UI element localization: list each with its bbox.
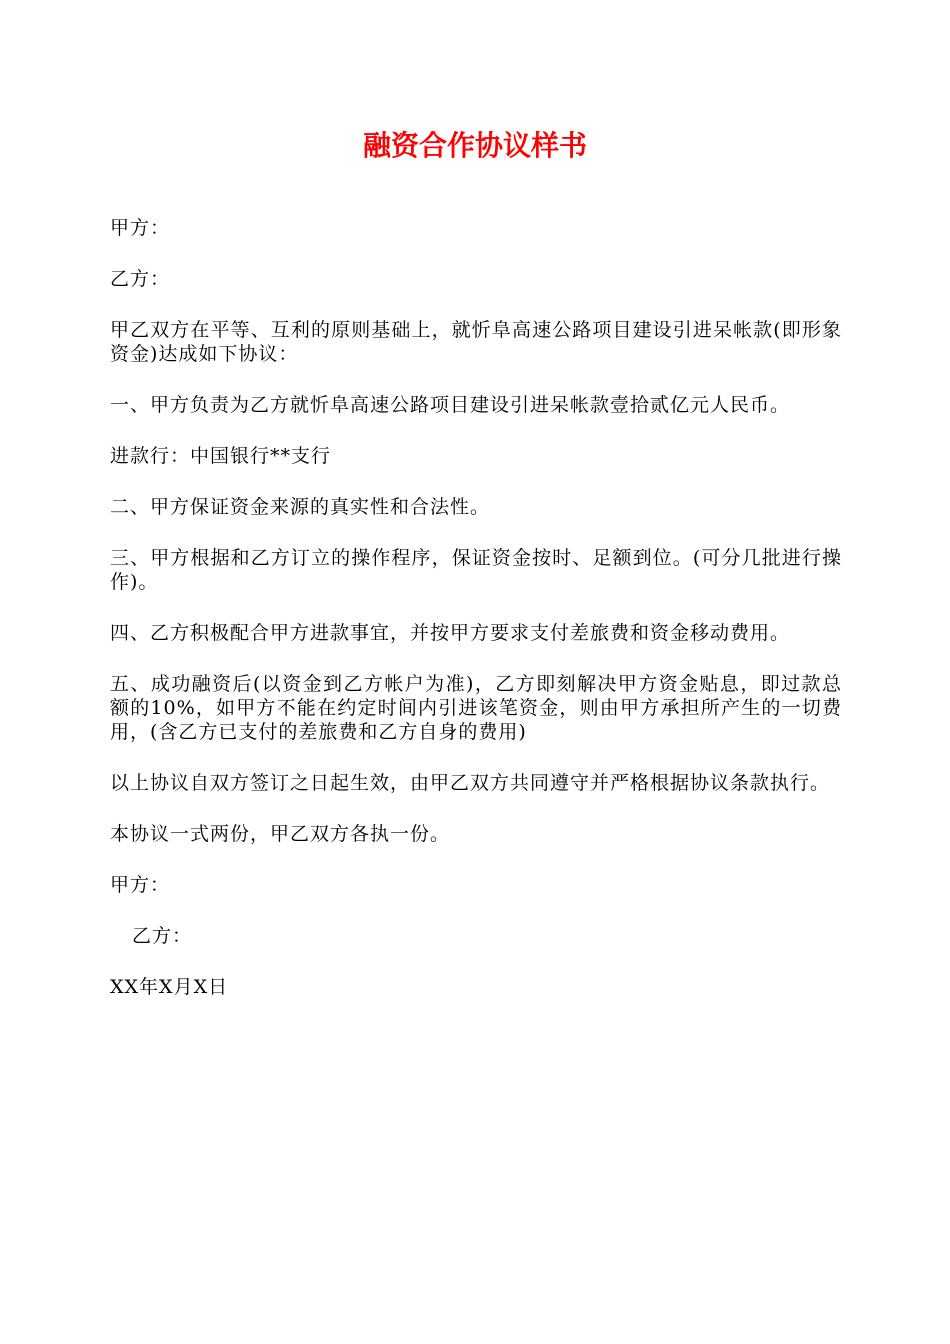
- document-title: 融资合作协议样书: [362, 129, 587, 162]
- clause-1: 一、甲方负责为乙方就忻阜高速公路项目建设引进呆帐款壹拾贰亿元人民币。: [110, 394, 791, 416]
- clause-3: 三、甲方根据和乙方订立的操作程序，保证资金按时、足额到位。(可分几批进行操作)。: [110, 547, 842, 593]
- signature-party-b: 乙方：: [132, 925, 193, 947]
- clause-5: 五、成功融资后(以资金到乙方帐户为准)，乙方即刻解决甲方资金贴息，即过款总额的10%，如甲方不能在约定时间内引进该笔资金，则由甲方承担所产生的一切费用，(含乙方已支付的差旅费和乙方自身的费用): [110, 673, 842, 743]
- effective-clause: 以上协议自双方签订之日起生效，由甲乙双方共同遵守并严格根据协议条款执行。: [110, 772, 831, 794]
- document-body: [110, 216, 842, 1026]
- party-b-label: 乙方：: [110, 268, 171, 290]
- preamble-paragraph: 甲乙双方在平等、互利的原则基础上，就忻阜高速公路项目建设引进呆帐款(即形象资金)达成如下协议：: [110, 319, 842, 365]
- copies-clause: 本协议一式两份，甲乙双方各执一份。: [110, 823, 451, 845]
- receiving-bank: 进款行：中国银行**支行: [110, 445, 332, 467]
- clause-4: 四、乙方积极配合甲方进款事宜，并按甲方要求支付差旅费和资金移动费用。: [110, 622, 791, 644]
- party-a-label: 甲方：: [110, 217, 171, 239]
- signature-party-a: 甲方：: [110, 874, 171, 896]
- signature-date: XX年X月X日: [110, 976, 229, 998]
- clause-2: 二、甲方保证资金来源的真实性和合法性。: [110, 496, 491, 518]
